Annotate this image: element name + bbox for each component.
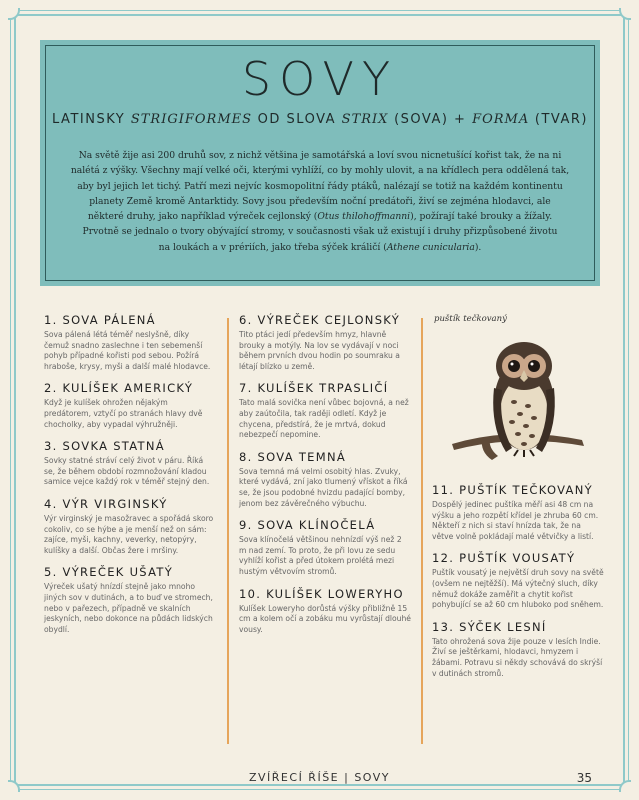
species-text: Sova pálená létá téměř neslyšně, díky čemuž snadno zaslechne i ten sebemenší pohyb případné kořisti pod sebou. Požírá hraboše, krysy, myši a další malé hlodavce. bbox=[44, 330, 211, 371]
species-title: 7. KULÍŠEK TRPASLIČÍ bbox=[239, 381, 389, 396]
species-entry bbox=[239, 314, 411, 372]
species-text: Tato malá sovička není vůbec bojovná, a než aby zaútočila, tak raději odletí. Když je chycena, předstírá, že je mrtvá, dokud nebezpečí nepomine. bbox=[239, 398, 409, 440]
intro-line: na loukách a v prériích, jako třeba sýček králičí ( bbox=[158, 241, 387, 253]
owl-species-columns bbox=[44, 314, 604, 744]
subtitle-part: STRIGIFORMES bbox=[130, 112, 253, 127]
header-box bbox=[40, 40, 600, 286]
species-entry bbox=[239, 519, 411, 577]
species-text: Dospělý jedinec puštíka měří asi 48 cm na výšku a jeho rozpětí křídel je zhruba 60 cm. Někteří z nich si staví hnízda tak, že na větve volně pokládají malé větvičky a listí. bbox=[432, 500, 599, 541]
page-subtitle bbox=[40, 112, 600, 127]
species-entry bbox=[44, 566, 216, 635]
species-entry bbox=[432, 484, 604, 542]
species-title: 12. PUŠTÍK VOUSATÝ bbox=[432, 551, 576, 566]
species-text: Výreček ušatý hnízdí stejně jako mnoho jiných sov v dutinách, a to buď ve stromech, nebo v pařezech, případně ve skalních jeskyních, nebo dokonce na půdách lidských obydlí. bbox=[44, 582, 213, 634]
intro-paragraph bbox=[62, 148, 578, 255]
species-title: 6. VÝREČEK CEJLONSKÝ bbox=[239, 313, 401, 327]
species-text: Když je kulíšek ohrožen nějakým predátorem, vztyčí po stranách hlavy dvě chocholky, aby vypadal výhružněji. bbox=[44, 398, 203, 429]
species-text: Sovky statné stráví celý život v páru. Říká se, že během období rozmnožování kladou samice vejce každý rok v téměř stejný den. bbox=[44, 456, 210, 487]
column-2 bbox=[239, 314, 411, 645]
subtitle-part: LATINSKY bbox=[52, 112, 131, 127]
species-text: Sova klínočelá většinou nehnízdí výš než 2 m nad zemí. To proto, že při lovu ze sedu vyhlíží kořist a před útokem prolétá mezi hustým větvovím stromů. bbox=[239, 535, 402, 576]
intro-line: nalétá z výšky. Všechny mají velké oči, kterými vyhlíží, co by mohly ulovit, a na křídlech pera oddělená tak, bbox=[70, 165, 570, 177]
species-entry bbox=[239, 382, 411, 440]
species-title: 2. KULÍŠEK AMERICKÝ bbox=[44, 381, 194, 396]
owl-illustration-block bbox=[432, 314, 604, 484]
species-entry bbox=[432, 552, 604, 610]
species-title: 9. SOVA KLÍNOČELÁ bbox=[239, 518, 376, 533]
intro-line: Prvotně se jednalo o tvory obývající stromy, v současnosti však už existují i druhy přizpůsobené životu bbox=[82, 226, 558, 238]
species-entry bbox=[239, 588, 411, 636]
intro-line: planety Země kromě Antarktidy. Sovy jsou především noční predátoři, živí se zejména hlodavci, ale bbox=[89, 195, 551, 207]
intro-line: Na světě žije asi 200 druhů sov, z nichž většina je samotářská a loví svou nicnetušící kořist tak, že na ni bbox=[78, 150, 562, 161]
species-title: 4. VÝR VIRGINSKÝ bbox=[44, 496, 168, 511]
intro-line: aby byl jejich let tichý. Patří mezi nejvíc kosmopolitní řády ptáků, nalézají se totiž na každém kontinentu bbox=[77, 180, 563, 192]
species-text: Tato ohrožená sova žije pouze v lesích Indie. Živí se ještěrkami, hlodavci, hmyzem i žábami. Potravu si někdy schovává do skrýší v dutinách stromů. bbox=[432, 636, 603, 678]
page-footer: ZVÍŘECÍ ŘÍŠE | SOVY bbox=[248, 771, 391, 784]
intro-latin-name: Athene cunicularia bbox=[386, 241, 475, 253]
subtitle-part: (TVAR) bbox=[529, 112, 588, 127]
species-title: 1. SOVA PÁLENÁ bbox=[44, 313, 156, 327]
species-entry bbox=[44, 498, 216, 556]
species-text: Tito ptáci jedí především hmyz, hlavně brouky a motýly. Na lov se vydávají v noci během prvních dvou hodin po soumraku a létají blízko u země. bbox=[239, 330, 400, 371]
species-title: 5. VÝREČEK UŠATÝ bbox=[44, 565, 174, 580]
page-number: 35 bbox=[576, 771, 592, 785]
species-title: 13. SÝČEK LESNÍ bbox=[432, 619, 547, 634]
intro-line: ). bbox=[474, 241, 482, 253]
species-entry bbox=[44, 382, 216, 430]
intro-line: ), požírají také brouky a žížaly. bbox=[410, 211, 553, 223]
subtitle-part: (SOVA) + bbox=[388, 112, 473, 127]
column-divider bbox=[227, 318, 229, 744]
column-divider bbox=[421, 318, 423, 744]
species-entry bbox=[239, 451, 411, 509]
species-text: Výr virginský je masožravec a spořádá skoro cokoliv, co se hýbe a je menší než on sám: zajíce, myši, kachny, veverky, netopýry, kulíšky a další. Občas žere i mršiny. bbox=[44, 513, 214, 555]
species-entry bbox=[44, 314, 216, 372]
spotted-owl-illustration bbox=[432, 326, 604, 484]
column-3-entries bbox=[432, 484, 604, 689]
subtitle-part: FORMA bbox=[472, 112, 530, 127]
subtitle-part: OD SLOVA bbox=[252, 112, 342, 127]
species-text: Puštík vousatý je největší druh sovy na světě (ovšem ne nejtěžší). Má výtečný sluch, díky němuž dokáže zaměřit a chytit kořist pohybující se až 60 cm hluboko pod sněhem. bbox=[432, 568, 604, 610]
column-3 bbox=[432, 314, 604, 678]
intro-line: některé druhy, jako například výreček cejlonský ( bbox=[87, 211, 318, 223]
species-title: 11. PUŠTÍK TEČKOVANÝ bbox=[432, 483, 593, 497]
column-1 bbox=[44, 314, 216, 645]
species-title: 3. SOVKA STATNÁ bbox=[44, 439, 165, 454]
species-entry bbox=[432, 621, 604, 679]
page-title: SOVY bbox=[241, 52, 399, 106]
species-title: 10. KULÍŠEK LOWERYHO bbox=[239, 586, 404, 601]
species-text: Sova temná má velmi osobitý hlas. Zvuky, které vydává, zní jako tlumený vřískot a říká se, že jsou podobné hvizdu padající bomby, jenom bez závěrečného výbuchu. bbox=[239, 466, 408, 508]
owl-caption: puštík tečkovaný bbox=[434, 314, 507, 324]
subtitle-part: STRIX bbox=[341, 112, 389, 127]
species-title: 8. SOVA TEMNÁ bbox=[239, 449, 347, 464]
species-text: Kulíšek Loweryho dorůstá výšky přibližně 15 cm a kolem očí a zobáku mu vyrůstají dlouhé vousy. bbox=[239, 603, 411, 634]
species-entry bbox=[44, 440, 216, 488]
intro-latin-name: Otus thilohoffmanni bbox=[317, 211, 411, 223]
